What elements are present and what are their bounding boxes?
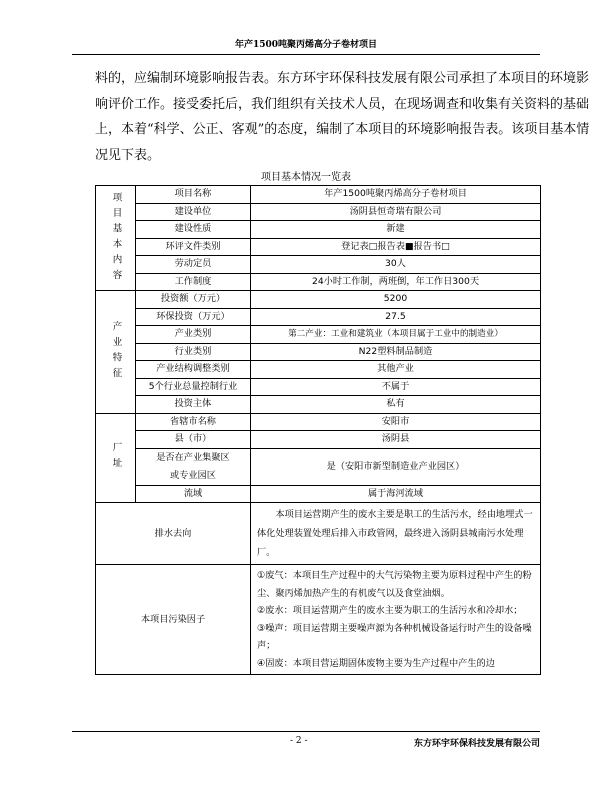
row-label: 产业结构调整类别 [136,361,251,379]
row-value: 其他产业 [251,361,541,379]
intro-line: 上，本着“科学、公正、客观”的态度，编制了本项目的环境影响报告表。该项目基本情 [95,122,590,137]
table-row [96,291,541,309]
row-value: 5200 [251,291,541,309]
project-info-table [95,185,541,675]
row-label: 劳动定员 [136,256,251,274]
row-value: 27.5 [251,308,541,326]
table-row [96,238,541,256]
intro-line: 料的，应编制环境影响报告表。东方环宇环保科技发展有限公司承担了本项目的环境影 [95,71,590,86]
row-label-line: 或专业园区 [170,469,216,481]
row-label: 建设单位 [136,203,251,221]
row-label: 工作制度 [136,273,251,291]
row-label: 流域 [136,485,251,503]
row-value: 第二产业：工业和建筑业（本项目属于工业中的制造业） [251,326,541,344]
table-row [96,273,541,291]
footer-company: 东方环宇环保科技发展有限公司 [413,739,540,749]
page-header [72,38,540,55]
row-value: 24小时工作制，两班倒，年工作日300天 [251,273,541,291]
row-value: 新建 [251,221,541,239]
intro-paragraph [95,66,590,168]
table-row [96,221,541,239]
table-row [96,308,541,326]
section-label-site: 厂址 [96,413,136,503]
table-row [96,396,541,414]
row-label: 排水去向 [96,503,251,565]
row-value: 年产1500吨聚丙烯高分子卷材项目 [251,186,541,204]
row-label: 本项目污染因子 [96,565,251,675]
pollution-item: ④固废：本项目营运期固体废物主要为生产过程中产生的边 [257,657,495,669]
row-label: 建设性质 [136,221,251,239]
row-value: 是（安阳市新型制造业产业园区） [251,448,541,485]
section-label-industry: 产业特征 [96,291,136,414]
table-row [96,186,541,204]
row-label: 投资额（万元） [136,291,251,309]
table-row [96,343,541,361]
table-row [96,503,541,565]
row-value: N22塑料制品制造 [251,343,541,361]
table-row [96,378,541,396]
header-title: 年产1500吨聚丙烯高分子卷材项目 [234,40,378,50]
row-label: 行业类别 [136,343,251,361]
page-number: - 2 - [290,736,308,746]
row-label [136,448,251,485]
row-label: 县（市） [136,431,251,449]
footer-divider [72,731,540,732]
intro-line: 响评价工作。接受委托后，我们组织有关技术人员，在现场调查和收集有关资料的基础 [95,96,590,112]
table-row [96,203,541,221]
section-label-content: 项目基本内容 [96,186,136,291]
table-row [96,431,541,449]
row-label: 省辖市名称 [136,413,251,431]
row-label: 产业类别 [136,326,251,344]
row-value: 私有 [251,396,541,414]
row-label: 投资主体 [136,396,251,414]
row-value: 安阳市 [251,413,541,431]
row-value: 登记表□报告表■报告书□ [251,238,541,256]
table-row [96,361,541,379]
table-caption: 项目基本情况一览表 [261,172,351,183]
table-row [96,413,541,431]
row-value [251,565,541,675]
row-value: 不属于 [251,378,541,396]
table-row [96,448,541,485]
row-label: 环评文件类别 [136,238,251,256]
row-value: 汤阴县恒奇瑞有限公司 [251,203,541,221]
intro-line: 况见下表。 [95,147,161,163]
row-value: 30人 [251,256,541,274]
row-label: 环保投资（万元） [136,308,251,326]
row-value: 本项目运营期产生的废水主要是职工的生活污水，经由地埋式一体化处理装置处理后排入市政管网，最终进入汤阴县城南污水处理厂。 [251,503,541,565]
table-row [96,326,541,344]
table-row [96,256,541,274]
pollution-item: ③噪声：项目运营期主要噪声源为各种机械设备运行时产生的设备噪声； [257,622,532,651]
pollution-item: ②废水：项目运营期产生的废水主要为职工的生活污水和冷却水； [257,605,523,616]
row-value: 属于海河流域 [251,485,541,503]
pollution-item: ①废气：本项目生产过程中的大气污染物主要为原料过程中产生的粉尘、聚丙烯加热产生的有机废气以及食堂油烟。 [257,570,532,599]
row-label: 项目名称 [136,186,251,204]
row-label-line: 是否在产业集聚区 [156,451,230,463]
row-value: 汤阴县 [251,431,541,449]
row-label: 5个行业总量控制行业 [136,378,251,396]
table-row [96,485,541,503]
table-row [96,565,541,675]
